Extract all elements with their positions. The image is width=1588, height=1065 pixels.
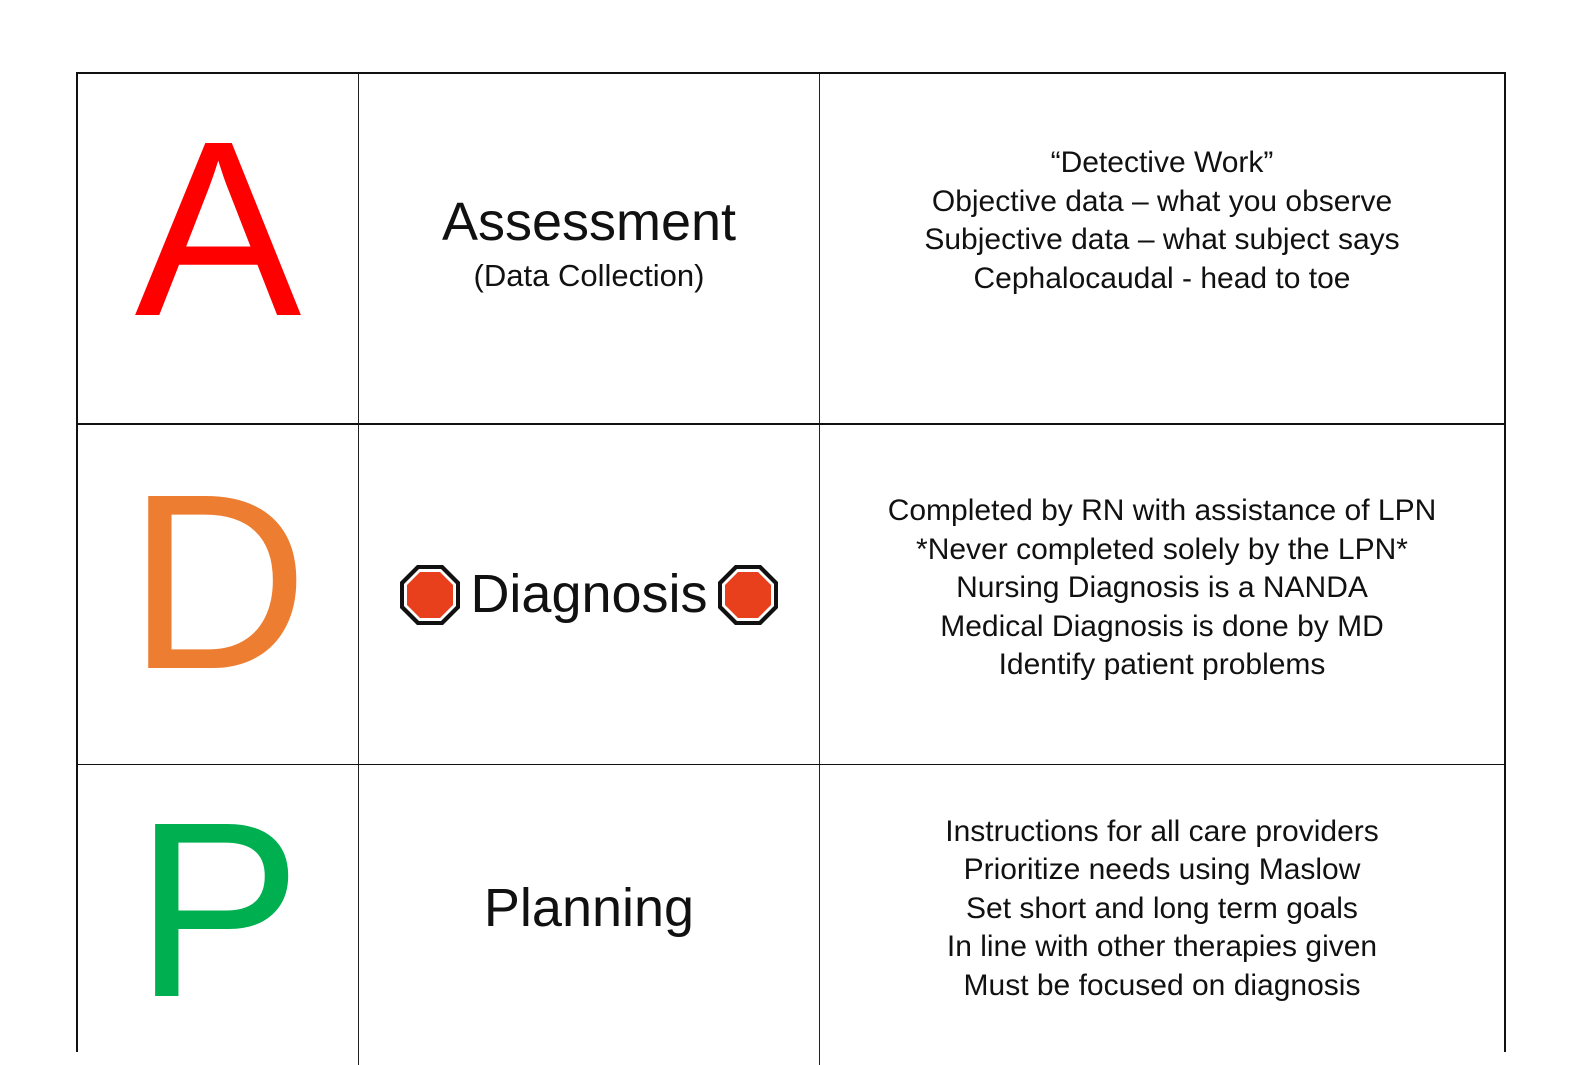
nursing-process-table (76, 72, 1506, 1052)
planning-letter-cell (78, 765, 359, 1065)
description-line: In line with other therapies given (946, 930, 1378, 964)
assessment-subtitle: (Data Collection) (473, 257, 705, 293)
planning-letter: P (134, 770, 302, 1049)
diagnosis-description-cell (820, 425, 1504, 764)
description-line: Must be focused on diagnosis (963, 968, 1361, 1002)
description-line: *Never completed solely by the LPN* (916, 532, 1408, 566)
description-line: Objective data – what you observe (931, 184, 1393, 218)
diagnosis-description (888, 492, 1437, 685)
description-line: Identify patient problems (998, 648, 1326, 682)
diagnosis-row (78, 425, 1504, 765)
assessment-description (924, 144, 1399, 298)
assessment-letter: A (134, 88, 302, 368)
planning-description-cell (820, 765, 1504, 1065)
assessment-description-cell (820, 74, 1504, 423)
assessment-phase-cell (359, 74, 820, 423)
planning-row (78, 765, 1504, 1065)
description-line: “Detective Work” (1050, 146, 1274, 179)
description-line: Subjective data – what subject says (924, 223, 1400, 256)
assessment-row (78, 74, 1504, 425)
description-line: Cephalocaudal - head to toe (973, 261, 1351, 295)
assessment-title: Assessment (441, 192, 737, 253)
assessment-letter-cell (78, 74, 359, 423)
planning-title: Planning (483, 878, 695, 939)
description-line: Medical Diagnosis is done by MD (940, 609, 1384, 643)
diagnosis-letter: D (127, 442, 309, 721)
description-line: Completed by RN with assistance of LPN (887, 494, 1437, 528)
stop-sign-icon (398, 563, 462, 627)
description-line: Nursing Diagnosis is a NANDA (956, 571, 1368, 605)
planning-phase-cell (359, 765, 820, 1065)
diagnosis-letter-cell (78, 425, 359, 764)
diagnosis-phase-cell (359, 425, 820, 764)
description-line: Prioritize needs using Maslow (963, 853, 1361, 887)
description-line: Set short and long term goals (966, 891, 1358, 925)
description-line: Instructions for all care providers (945, 814, 1379, 848)
stop-sign-icon (716, 563, 780, 627)
diagnosis-title: Diagnosis (470, 563, 708, 624)
planning-description (945, 813, 1379, 1006)
